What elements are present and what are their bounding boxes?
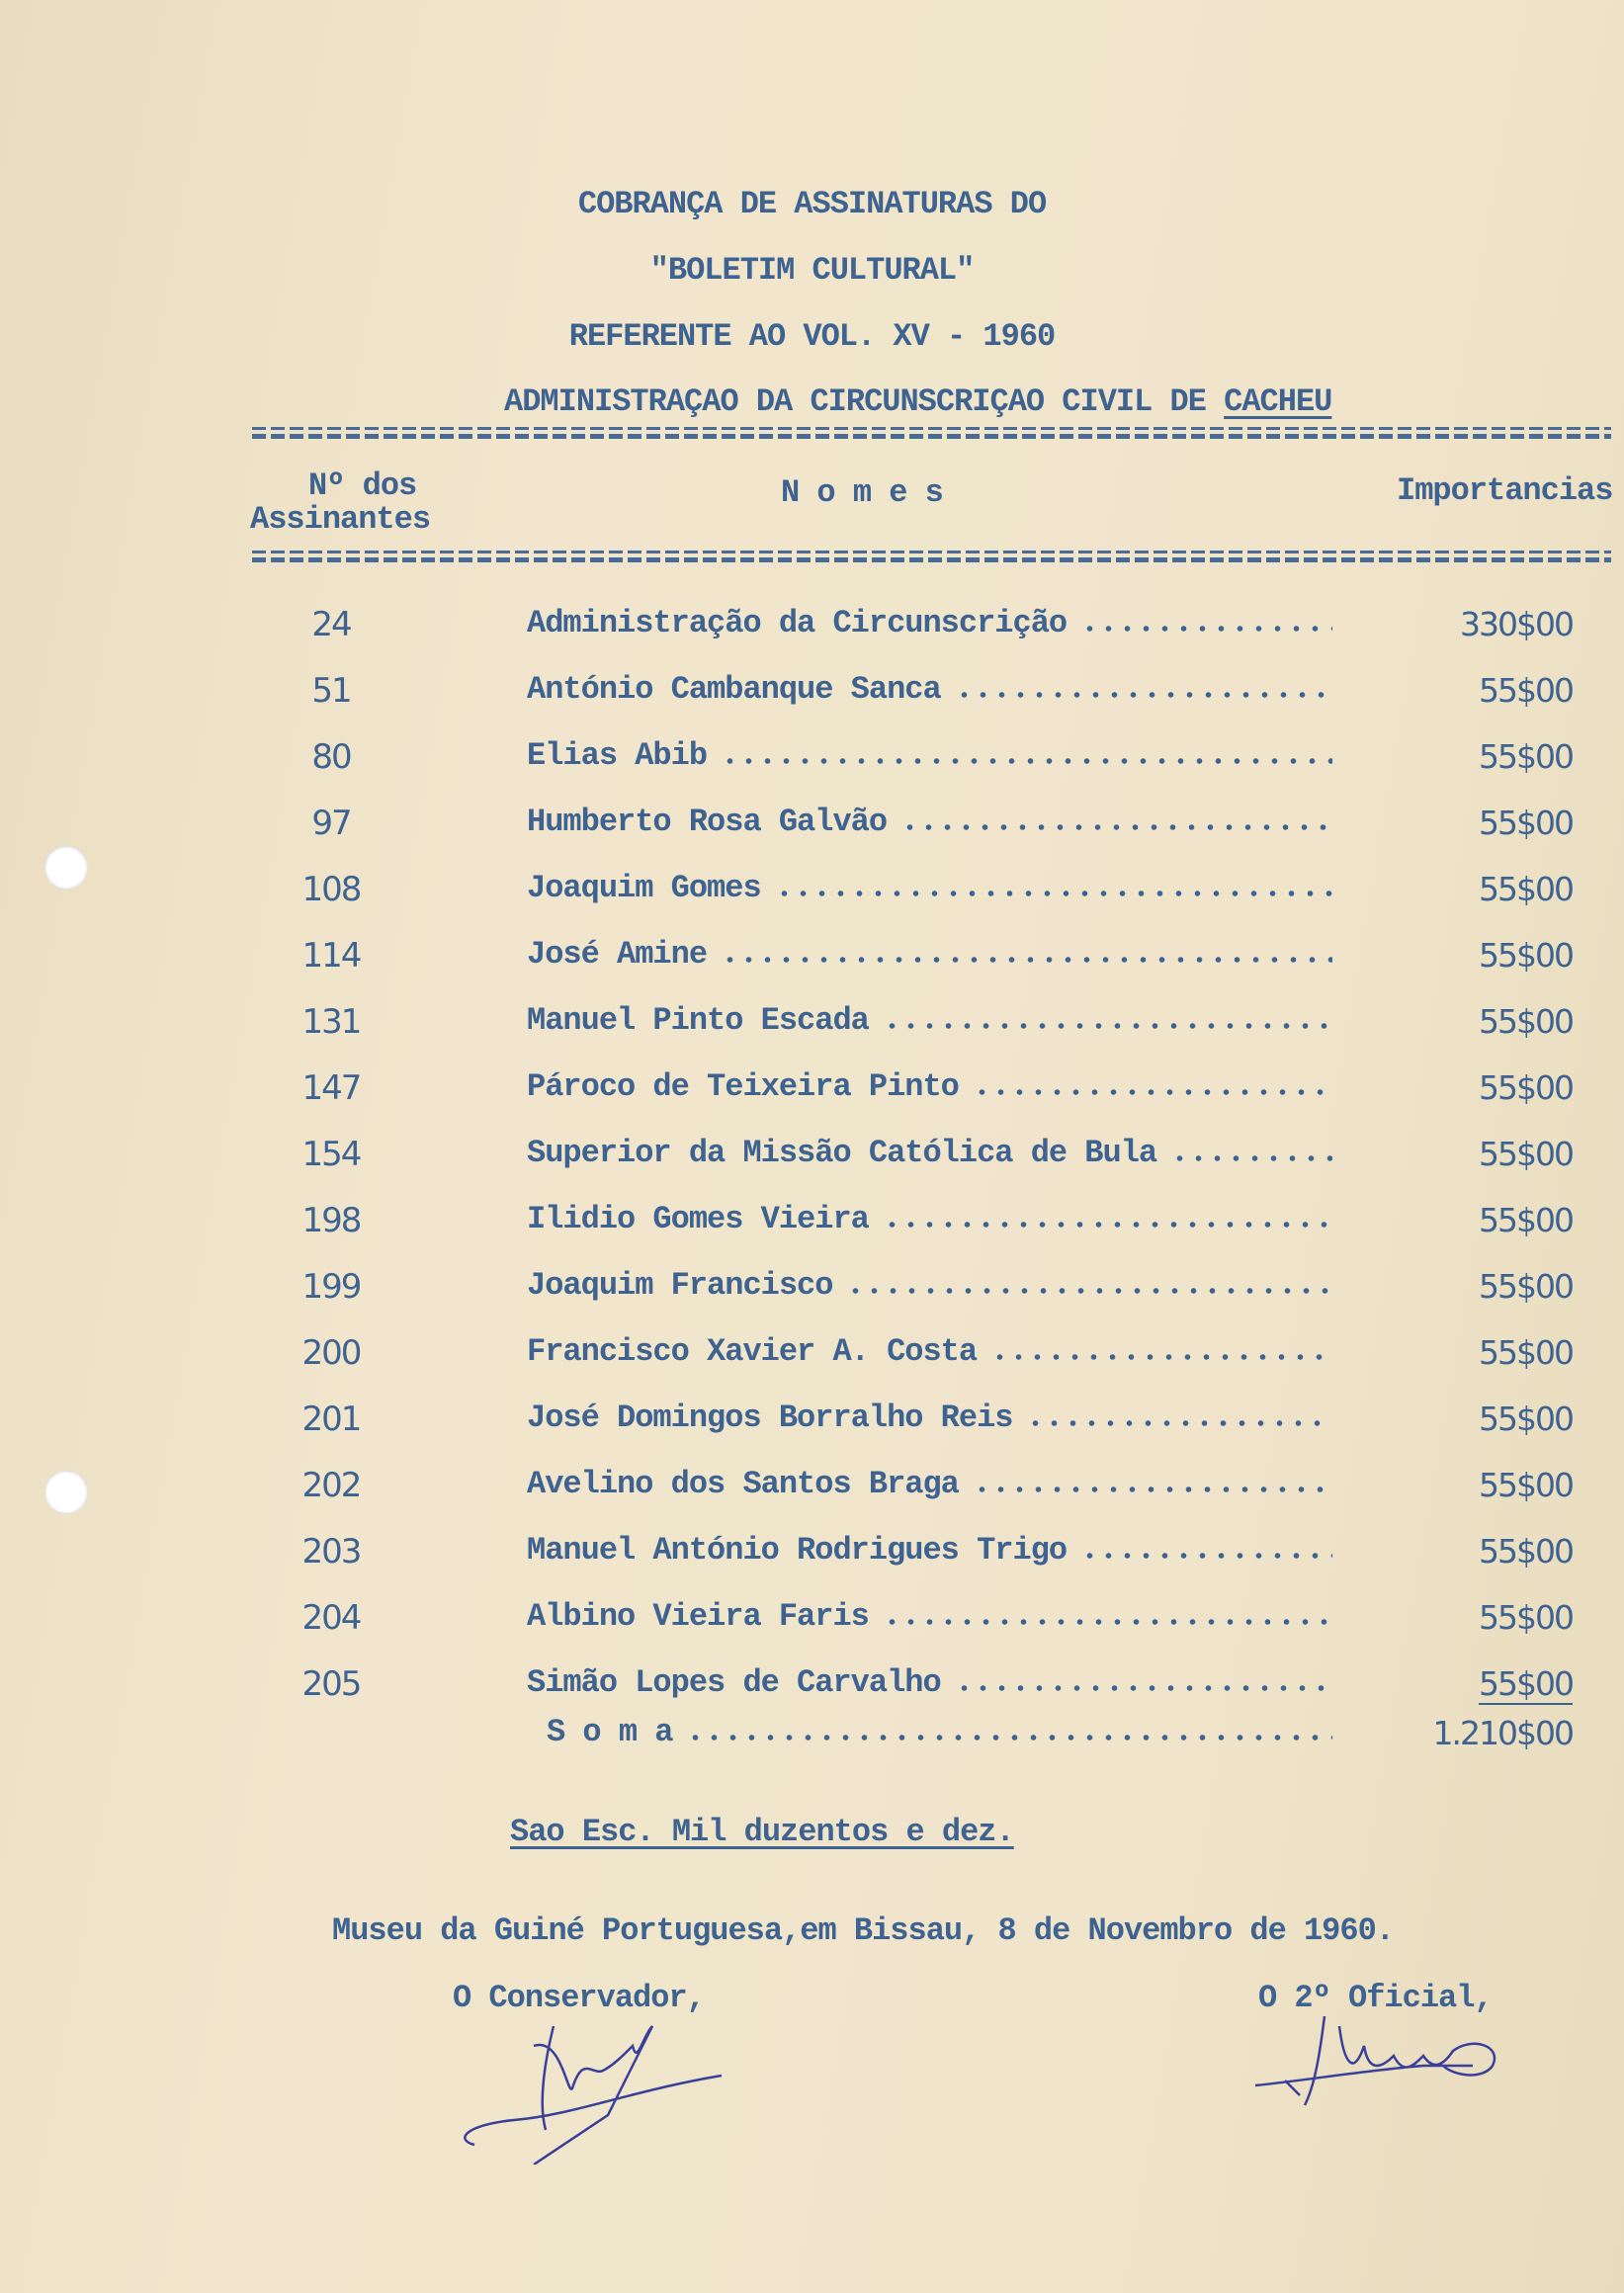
subscriber-number: 202 xyxy=(301,1466,361,1505)
subscription-amount: 330$00 xyxy=(1460,605,1573,643)
subscriber-name: Humberto Rosa Galvão xyxy=(527,804,888,840)
dot-leader xyxy=(1080,626,1332,632)
doc-title-line4 xyxy=(504,383,1331,420)
subscription-amount: 55$00 xyxy=(1479,1135,1573,1173)
subscriber-name: António Cambanque Sanca xyxy=(527,671,941,708)
dot-leader xyxy=(955,692,1332,698)
table-row xyxy=(0,1466,1624,1515)
table-row xyxy=(0,671,1624,721)
col-header-number-line1: Nº dos xyxy=(308,467,417,504)
subscription-amount: 55$00 xyxy=(1479,1333,1573,1372)
subscriber-number: 201 xyxy=(301,1400,361,1439)
table-row xyxy=(0,737,1624,787)
subscriber-number: 80 xyxy=(311,737,351,777)
col-header-names: N o m e s xyxy=(781,474,943,511)
table-row xyxy=(0,936,1624,985)
place-name: CACHEU xyxy=(1224,383,1332,420)
dot-leader xyxy=(973,1089,1332,1095)
table-row xyxy=(0,804,1624,853)
subscriber-name: Manuel Pinto Escada xyxy=(527,1002,869,1039)
dot-leader xyxy=(1170,1155,1332,1161)
subscriber-name: Joaquim Francisco xyxy=(527,1267,833,1304)
subscriber-name: Ilidio Gomes Vieira xyxy=(527,1201,869,1237)
dot-leader xyxy=(686,1735,1332,1741)
doc-title-line3: REFERENTE AO VOL. XV - 1960 xyxy=(568,318,1056,355)
table-row xyxy=(0,1135,1624,1184)
table-row xyxy=(0,1267,1624,1316)
subscription-amount: 55$00 xyxy=(1479,1664,1573,1703)
dot-leader xyxy=(1080,1553,1332,1559)
col-header-number-line2: Assinantes xyxy=(250,501,431,538)
dot-leader xyxy=(883,1023,1332,1029)
subscription-amount: 55$00 xyxy=(1479,1201,1573,1239)
subscription-amount: 55$00 xyxy=(1479,1068,1573,1107)
subscriber-number: 154 xyxy=(301,1135,361,1174)
col-header-amount: Importancias xyxy=(1397,472,1613,509)
subscription-amount: 55$00 xyxy=(1479,1532,1573,1571)
subscription-amount: 55$00 xyxy=(1479,1598,1573,1637)
dot-leader xyxy=(721,758,1332,764)
dot-leader xyxy=(846,1288,1332,1294)
subscriber-name: Joaquim Gomes xyxy=(527,870,761,906)
dot-leader xyxy=(973,1486,1332,1492)
table-row xyxy=(0,870,1624,919)
subscriber-name: Francisco Xavier A. Costa xyxy=(527,1333,978,1370)
dot-leader xyxy=(990,1354,1332,1360)
place-date: Museu da Guiné Portuguesa,em Bissau, 8 de Novembro de 1960. xyxy=(332,1912,1394,1949)
subscriber-name: José Amine xyxy=(527,936,708,973)
subscription-amount: 55$00 xyxy=(1479,1400,1573,1438)
subscriber-name: Avelino dos Santos Braga xyxy=(527,1466,959,1502)
subscriber-number: 114 xyxy=(301,936,361,976)
table-row xyxy=(0,1333,1624,1383)
subscriber-name: Albino Vieira Faris xyxy=(527,1598,869,1635)
dot-leader xyxy=(883,1222,1332,1228)
subscription-amount: 55$00 xyxy=(1479,1002,1573,1041)
subscriber-name: Pároco de Teixeira Pinto xyxy=(527,1068,959,1105)
dot-leader xyxy=(1026,1420,1332,1426)
subscriber-number: 51 xyxy=(311,671,351,711)
administration-label: ADMINISTRAÇAO DA CIRCUNSCRIÇAO CIVIL DE xyxy=(504,383,1206,420)
subscriber-number: 131 xyxy=(301,1002,361,1042)
signature-title-right: O 2º Oficial, xyxy=(1258,1980,1493,2016)
subscriber-number: 147 xyxy=(301,1068,361,1108)
subscriber-number: 24 xyxy=(311,605,351,644)
signature-title-left: O Conservador, xyxy=(453,1980,705,2016)
doc-title-line1: COBRANÇA DE ASSINATURAS DO xyxy=(577,186,1047,222)
dot-leader xyxy=(900,824,1332,830)
subscriber-name: Simão Lopes de Carvalho xyxy=(527,1664,941,1701)
total-row xyxy=(0,1714,1624,1763)
subscription-amount: 55$00 xyxy=(1479,804,1573,842)
table-row xyxy=(0,605,1624,654)
double-rule xyxy=(252,551,1611,562)
table-row xyxy=(0,1532,1624,1581)
subscriber-name: José Domingos Borralho Reis xyxy=(527,1400,1013,1436)
subscription-amount: 55$00 xyxy=(1479,671,1573,710)
table-row xyxy=(0,1002,1624,1052)
subscriber-number: 97 xyxy=(311,804,351,843)
subscriber-name: Administração da Circunscrição xyxy=(527,605,1068,641)
total-amount: 1.210$00 xyxy=(1432,1714,1573,1752)
table-row xyxy=(0,1598,1624,1648)
subscriber-number: 199 xyxy=(301,1267,361,1307)
subscriber-number: 203 xyxy=(301,1532,361,1571)
subscription-amount: 55$00 xyxy=(1479,1267,1573,1306)
total-label: S o m a xyxy=(547,1714,673,1750)
subscription-amount: 55$00 xyxy=(1479,737,1573,776)
subscription-amount: 55$00 xyxy=(1479,936,1573,975)
dot-leader xyxy=(775,891,1332,896)
subscriber-number: 198 xyxy=(301,1201,361,1240)
subscriber-name: Manuel António Rodrigues Trigo xyxy=(527,1532,1068,1569)
dot-leader xyxy=(721,957,1332,963)
subscriber-name: Superior da Missão Católica de Bula xyxy=(527,1135,1157,1171)
dot-leader xyxy=(955,1685,1332,1691)
amount-in-words-text: Sao Esc. Mil duzentos e dez. xyxy=(510,1814,1014,1850)
dot-leader xyxy=(883,1619,1332,1625)
subscriber-number: 204 xyxy=(301,1598,361,1638)
double-rule xyxy=(252,427,1611,439)
signature-right xyxy=(1245,1996,1562,2115)
subscriber-number: 200 xyxy=(301,1333,361,1373)
subscriber-number: 108 xyxy=(301,870,361,909)
subscription-amount: 55$00 xyxy=(1479,1466,1573,1504)
subscriber-name: Elias Abib xyxy=(527,737,708,774)
subscription-amount: 55$00 xyxy=(1479,870,1573,908)
amount-in-words xyxy=(510,1814,1014,1850)
signature-left xyxy=(435,1996,751,2165)
table-row xyxy=(0,1201,1624,1250)
table-row xyxy=(0,1068,1624,1118)
table-row xyxy=(0,1400,1624,1449)
doc-title-line2: "BOLETIM CULTURAL" xyxy=(649,252,975,289)
table-row xyxy=(0,1664,1624,1714)
subscriber-number: 205 xyxy=(301,1664,361,1704)
